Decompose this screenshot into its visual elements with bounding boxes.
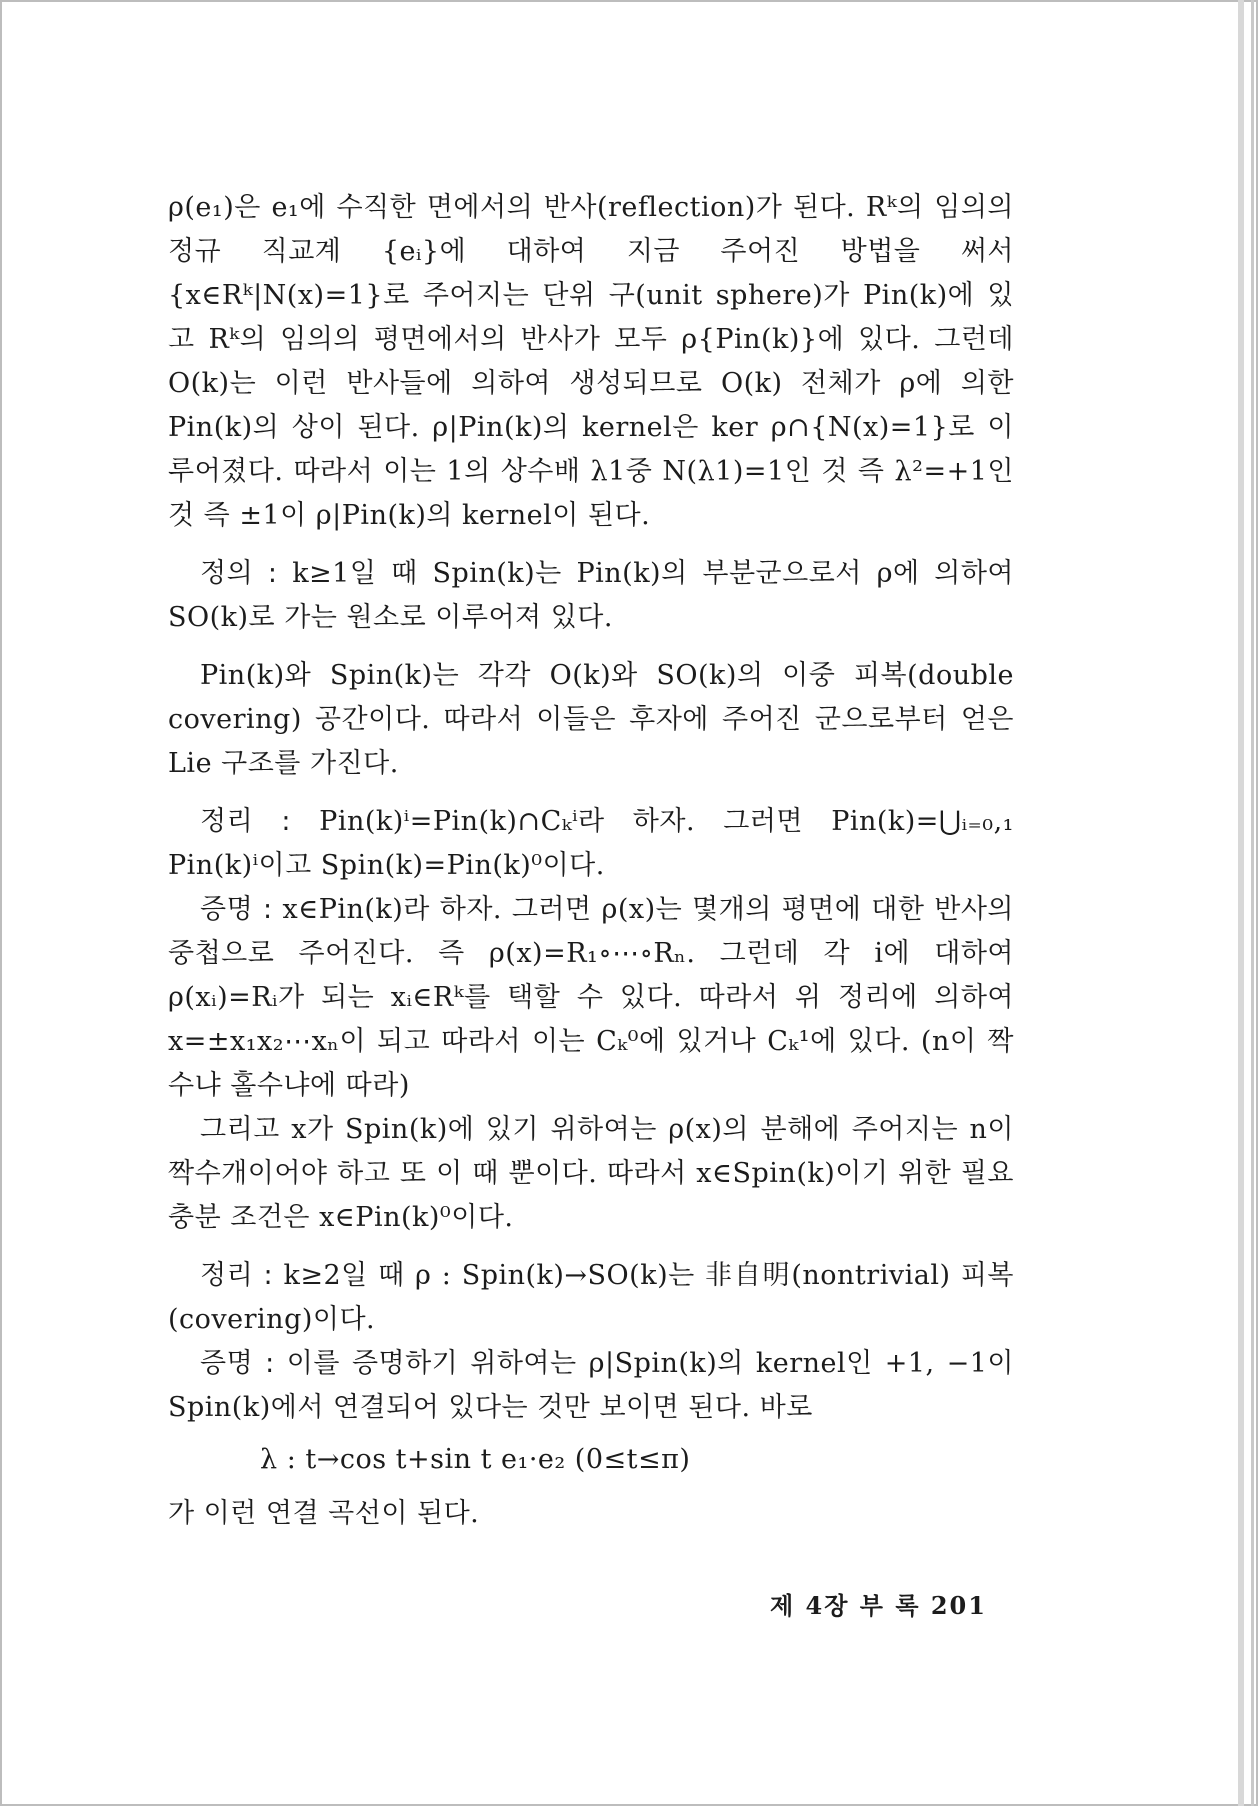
page-edge — [1238, 0, 1244, 1806]
definition-label: 정의 : — [200, 558, 278, 589]
theorem-label: 정리 : — [200, 1260, 274, 1291]
proof-continuation: 그리고 x가 Spin(k)에 있기 위하여는 ρ(x)의 분해에 주어지는 n이 짝수개이어야 하고 또 이 때 뿐이다. 따라서 x∈Spin(k)이기 위한 필요 충분 조건은 x∈Pin(k)⁰이다. — [168, 1114, 1014, 1233]
proof-spin-covering — [168, 1342, 1014, 1430]
theorem-pin-decomposition — [168, 800, 1014, 888]
theorem-text: Pin(k)ⁱ=Pin(k)∩Cₖⁱ라 하자. 그러면 Pin(k)=⋃ᵢ₌₀,₁ Pin(k)ⁱ이고 Spin(k)=Pin(k)⁰이다. — [168, 806, 1014, 881]
theorem-text: k≥2일 때 ρ : Spin(k)→SO(k)는 非自明(nontrivial) 피복(covering)이다. — [168, 1260, 1015, 1335]
page-edge-outer — [1251, 0, 1254, 1806]
formula-connecting-curve: λ : t→cos t+sin t e₁·e₂ (0≤t≤π) — [260, 1444, 691, 1475]
proof-label: 증명 : — [200, 894, 273, 925]
proof-pin-decomposition — [168, 888, 1014, 1108]
definition-spin — [168, 552, 1014, 640]
theorem-spin-covering — [168, 1254, 1014, 1342]
proof-text: x∈Pin(k)라 하자. 그러면 ρ(x)는 몇개의 평면에 대한 반사의 중첩으로 주어진다. 즉 ρ(x)=R₁∘⋯∘Rₙ. 그런데 각 i에 대하여 ρ(xᵢ)=Rᵢ가 되는 xᵢ∈Rᵏ를 택할 수 있다. 따라서 위 정리에 의하여 x=±x₁x₂⋯xₙ이 되고 따라서 이는 Cₖ⁰에 있거나 Cₖ¹에 있다. (n이 짝수냐 홀수냐에 따라) — [168, 894, 1015, 1101]
paragraph-conclusion: 가 이런 연결 곡선이 된다. — [168, 1498, 480, 1529]
definition-text: k≥1일 때 Spin(k)는 Pin(k)의 부분군으로서 ρ에 의하여 SO(k)로 가는 원소로 이루어져 있다. — [168, 558, 1014, 633]
paragraph-reflection: ρ(e₁)은 e₁에 수직한 면에서의 반사(reflection)가 된다. Rᵏ의 임의의 정규 직교계 {eᵢ}에 대하여 지금 주어진 방법을 써서 {x∈Rᵏ|N(x)=1}로 주어지는 단위 구(unit sphere)가 Pin(k)에 있고 Rᵏ의 임의의 평면에서의 반사가 모두 ρ{Pin(k)}에 있다. 그런데 O(k)는 이런 반사들에 의하여 생성되므로 O(k) 전체가 ρ에 의한 Pin(k)의 상이 된다. ρ|Pin(k)의 kernel은 ker ρ∩{N(x)=1}로 이루어졌다. 따라서 이는 1의 상수배 λ1중 N(λ1)=1인 것 즉 λ²=+1인 것 즉 ±1이 ρ|Pin(k)의 kernel이 된다. — [168, 192, 1014, 531]
paragraph-double-covering: Pin(k)와 Spin(k)는 각각 O(k)와 SO(k)의 이중 피복(double covering) 공간이다. 따라서 이들은 후자에 주어진 군으로부터 얻은 Lie 구조를 가진다. — [168, 660, 1014, 779]
page-body — [168, 186, 1014, 1536]
proof-label: 증명 : — [200, 1348, 275, 1379]
proof-text: 이를 증명하기 위하여는 ρ|Spin(k)의 kernel인 +1, −1이 Spin(k)에서 연결되어 있다는 것만 보이면 된다. 바로 — [168, 1348, 1014, 1423]
theorem-label: 정리 : — [200, 806, 291, 837]
page-footer: 제 4장 부 록 201 — [770, 1591, 987, 1620]
